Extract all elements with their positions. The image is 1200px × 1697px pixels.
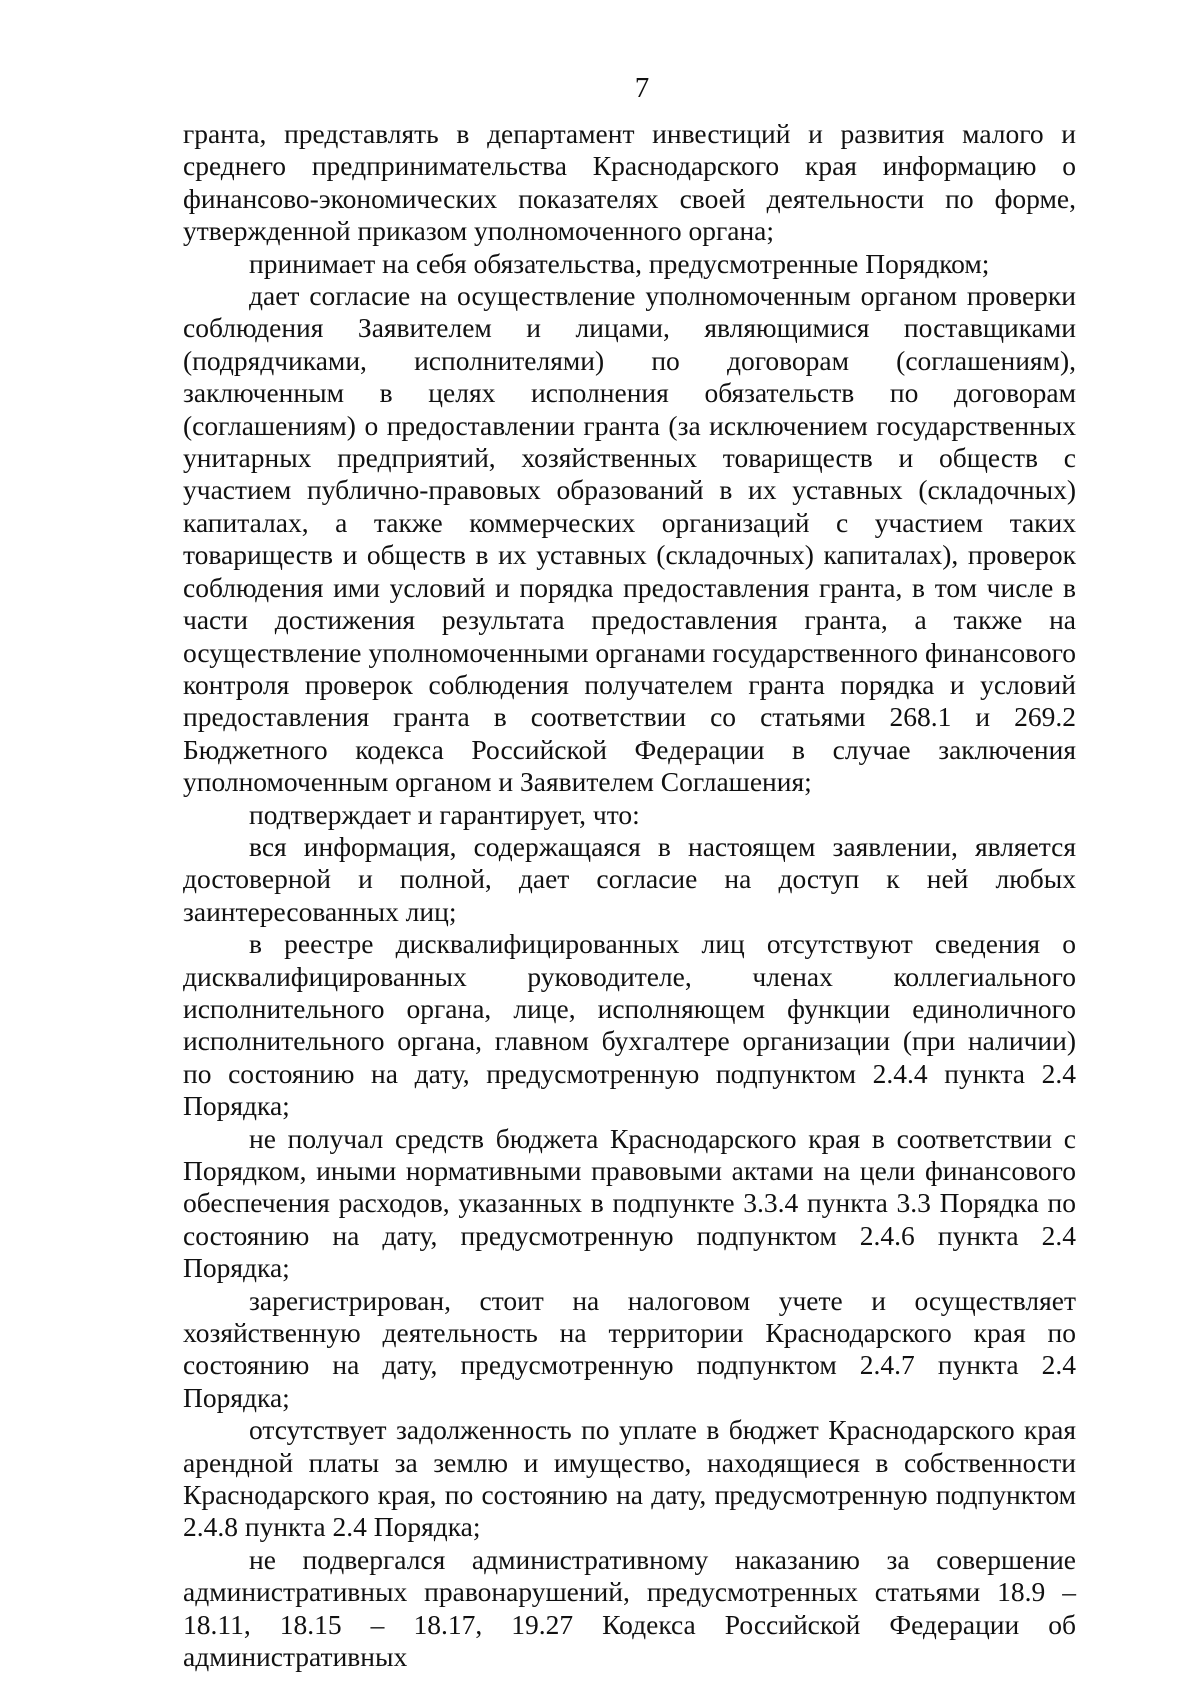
paragraph: зарегистрирован, стоит на налоговом учете и осуществляет хозяйственную деятельность на территории Краснодарского края по состоянию на дату, предусмотренную подпунктом 2.4.7 пункта 2.4 Порядка; xyxy=(183,1284,1076,1413)
paragraph: не подвергался административному наказанию за совершение административных правонарушений, предусмотренных статьями 18.9 – 18.11, 18.15 – 18.17, 19.27 Кодекса Российской Федерации об административных xyxy=(183,1543,1076,1673)
paragraph: подтверждает и гарантирует, что: xyxy=(249,798,640,830)
page-number: 7 xyxy=(634,72,650,104)
paragraph: не получал средств бюджета Краснодарского края в соответствии с Порядком, иными нормативными правовыми актами на цели финансового обеспечения расходов, указанных в подпункте 3.3.4 пункта 3.3 Порядка по состоянию на дату, предусмотренную подпунктом 2.4.6 пункта 2.4 Порядка; xyxy=(183,1122,1076,1284)
paragraph: дает согласие на осуществление уполномоченным органом проверки соблюдения Заявителем и лицами, являющимися поставщиками (подрядчиками, исполнителями) по договорам (соглашениям), заключенным в целях исполнения обязательств по договорам (соглашениям) о предоставлении гранта (за исключением государственных унитарных предприятий, хозяйственных товариществ и обществ с участием публично-правовых образований в их уставных (складочных) капиталах, а также коммерческих организаций с участием таких товариществ и обществ в их уставных (складочных) капиталах), проверок соблюдения ими условий и порядка предоставления гранта, в том числе в части достижения результата предоставления гранта, а также на осуществление уполномоченными органами государственного финансового контроля проверок соблюдения получателем гранта порядка и условий предоставления гранта в соответствии со статьями 268.1 и 269.2 Бюджетного кодекса Российской Федерации в случае заключения уполномоченным органом и Заявителем Соглашения; xyxy=(183,280,1076,798)
paragraph: вся информация, содержащаяся в настоящем заявлении, является достоверной и полной, дает согласие на доступ к ней любых заинтересованных лиц; xyxy=(183,830,1076,927)
paragraph: гранта, представлять в департамент инвестиций и развития малого и среднего предпринимательства Краснодарского края информацию о финансово-экономических показателях своей деятельности по форме, утвержденной приказом уполномоченного органа; xyxy=(183,118,1076,247)
body-text xyxy=(183,118,1076,1674)
paragraph: отсутствует задолженность по уплате в бюджет Краснодарского края арендной платы за землю и имущество, находящиеся в собственности Краснодарского края, по состоянию на дату, предусмотренную подпунктом 2.4.8 пункта 2.4 Порядка; xyxy=(183,1414,1076,1543)
paragraph: принимает на себя обязательства, предусмотренные Порядком; xyxy=(249,247,990,279)
paragraph: в реестре дисквалифицированных лиц отсутствуют сведения о дисквалифицированных руководителе, членах коллегиального исполнительного органа, лице, исполняющем функции единоличного исполнительного органа, главном бухгалтере организации (при наличии) по состоянию на дату, предусмотренную подпунктом 2.4.4 пункта 2.4 Порядка; xyxy=(183,928,1076,1122)
